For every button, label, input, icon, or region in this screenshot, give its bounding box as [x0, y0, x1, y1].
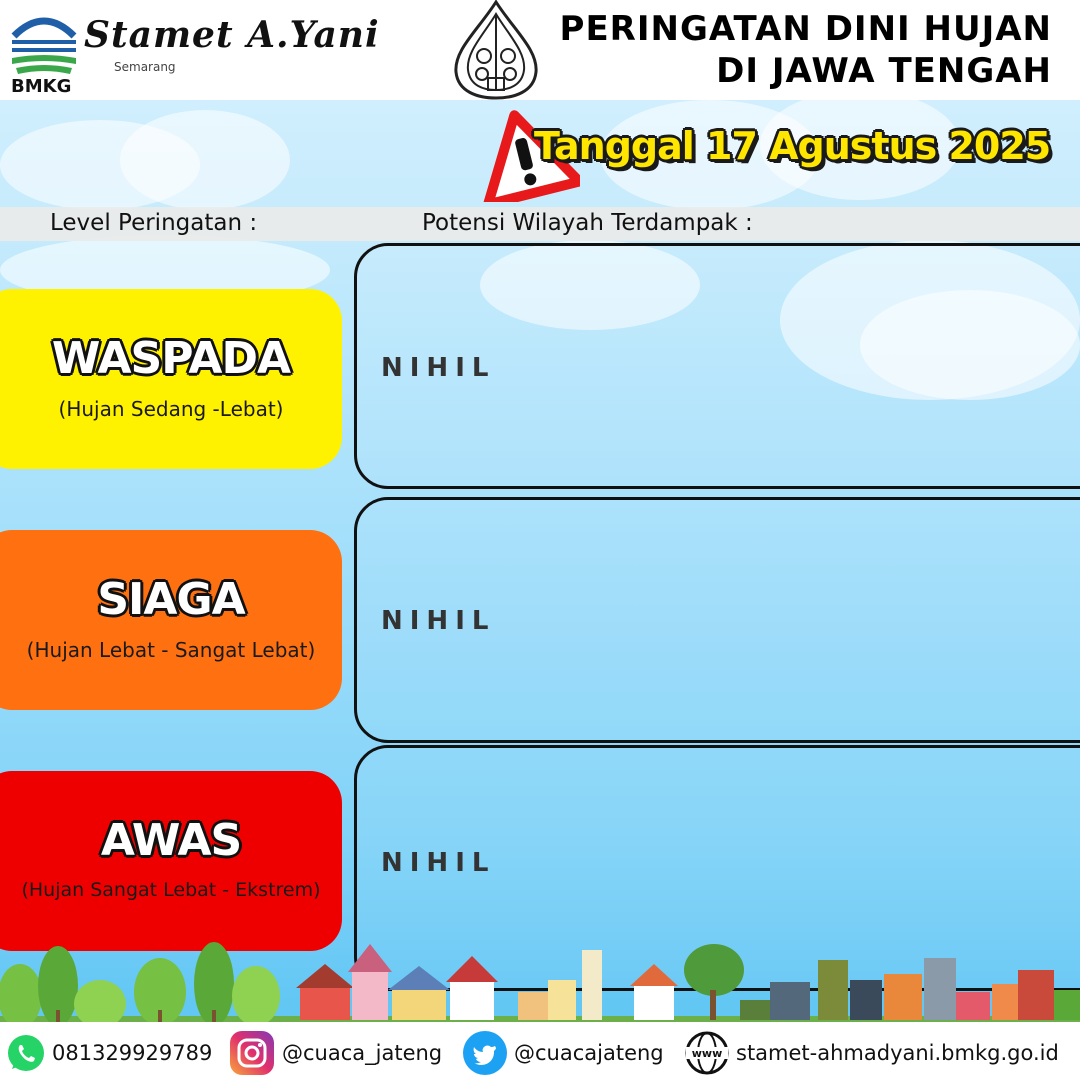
town-skyline-illustration	[0, 930, 1080, 1030]
level-name: WASPADA	[51, 333, 291, 384]
level-description: (Hujan Sangat Lebat - Ekstrem)	[21, 879, 321, 901]
column-area-label: Potensi Wilayah Terdampak :	[422, 210, 753, 236]
gunungan-icon	[448, 0, 544, 100]
agency-label: BMKG	[11, 76, 72, 97]
column-level-label: Level Peringatan :	[50, 210, 258, 236]
website-url: stamet-ahmadyani.bmkg.go.id	[736, 1041, 1059, 1065]
twitter-handle: @cuacajateng	[514, 1041, 664, 1065]
instagram-handle: @cuaca_jateng	[282, 1041, 443, 1065]
level-name: AWAS	[100, 815, 242, 866]
twitter-contact[interactable]	[462, 1030, 664, 1076]
area-box-siaga	[354, 497, 1080, 743]
instagram-icon	[228, 1029, 276, 1077]
area-value: NIHIL	[381, 606, 496, 636]
whatsapp-contact[interactable]	[6, 1030, 212, 1076]
level-awas	[0, 771, 342, 951]
page-title	[560, 8, 1052, 92]
website-link[interactable]	[684, 1030, 1059, 1076]
level-waspada	[0, 289, 342, 469]
level-description: (Hujan Sedang -Lebat)	[58, 397, 284, 421]
globe-label: www	[691, 1047, 723, 1060]
brand-subtitle: Semarang	[114, 60, 176, 74]
whatsapp-number: 081329929789	[52, 1041, 213, 1065]
level-name: SIAGA	[97, 574, 245, 625]
twitter-icon	[462, 1030, 508, 1076]
cloud	[120, 110, 290, 210]
globe-icon	[684, 1030, 730, 1076]
area-box-waspada	[354, 243, 1080, 489]
level-siaga	[0, 530, 342, 710]
brand-name: Stamet A.Yani	[84, 14, 380, 56]
whatsapp-icon	[6, 1033, 46, 1073]
date-label: Tanggal 17 Agustus 2025	[534, 124, 1051, 168]
title-line-1: PERINGATAN DINI HUJAN	[559, 9, 1052, 49]
level-description: (Hujan Lebat - Sangat Lebat)	[26, 638, 316, 662]
instagram-contact[interactable]	[228, 1030, 442, 1076]
area-value: NIHIL	[381, 848, 496, 878]
title-line-2: DI JAWA TENGAH	[716, 51, 1052, 91]
area-value: NIHIL	[381, 353, 496, 383]
